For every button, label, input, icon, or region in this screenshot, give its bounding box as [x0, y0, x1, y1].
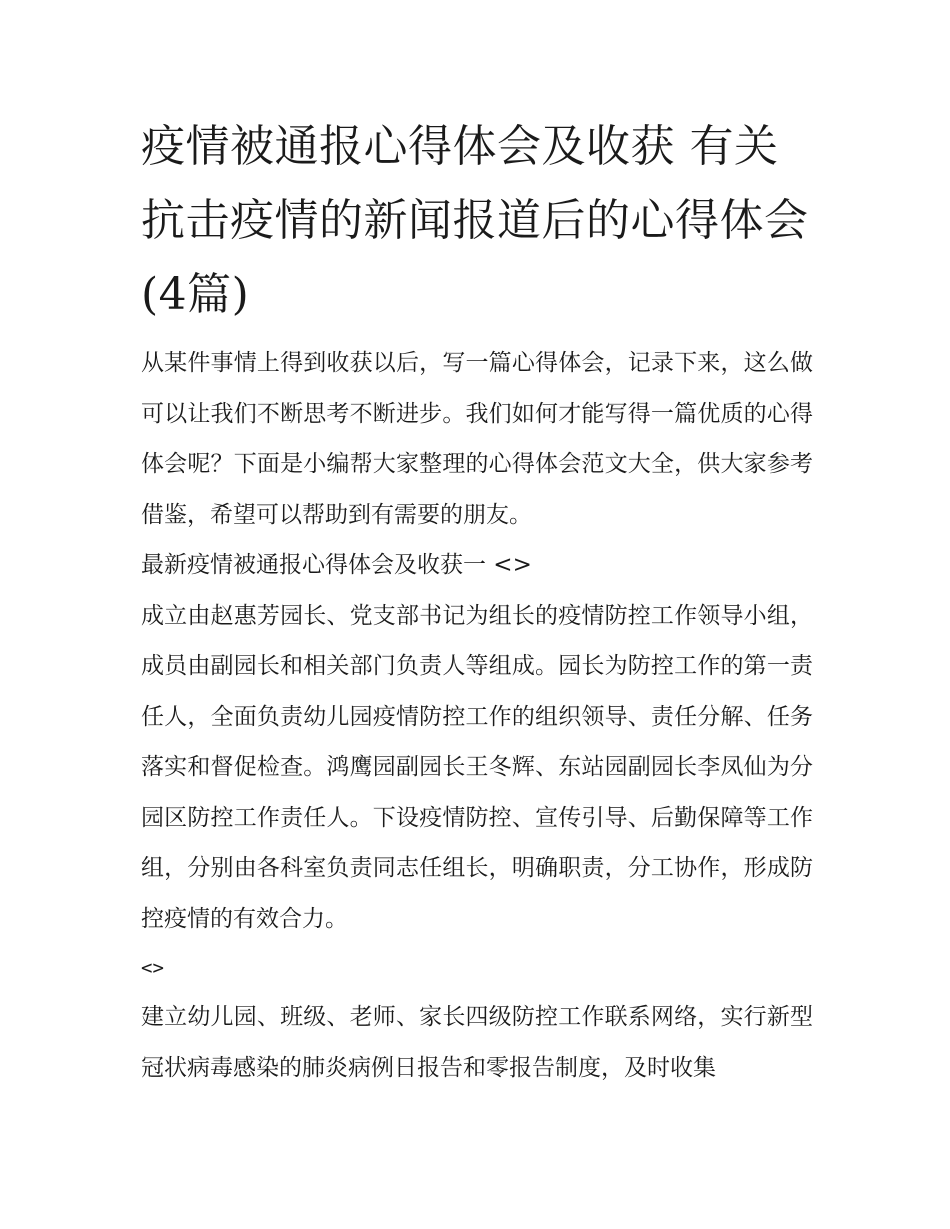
- section-heading: 最新疫情被通报心得体会及收获一 <>: [141, 552, 532, 578]
- section-marker: <>: [141, 957, 164, 979]
- intro-paragraph: 从某件事情上得到收获以后，写一篇心得体会，记录下来，这么做可以让我们不断思考不断进步。我们如何才能写得一篇优质的心得体会呢？下面是小编帮大家整理的心得体会范文大全，供大家参考借鉴，希望可以帮助到有需要的朋友。: [141, 350, 813, 528]
- body-paragraph-1: 成立由赵惠芳园长、党支部书记为组长的疫情防控工作领导小组，成员由副园长和相关部门负责人等组成。园长为防控工作的第一责任人，全面负责幼儿园疫情防控工作的组织领导、责任分解、任务落实和督促检查。鸿鹰园副园长王冬辉、东站园副园长李凤仙为分园区防控工作责任人。下设疫情防控、宣传引导、后勤保障等工作组，分别由各科室负责同志任组长，明确职责，分工协作，形成防控疫情的有效合力。: [141, 602, 813, 932]
- body-paragraph-2: 建立幼儿园、班级、老师、家长四级防控工作联系网络，实行新型冠状病毒感染的肺炎病例日报告和零报告制度，及时收集: [141, 1004, 813, 1081]
- document-page: [141, 110, 813, 1093]
- document-title: 疫情被通报心得体会及收获 有关抗击疫情的新闻报道后的心得体会(4篇): [141, 121, 809, 320]
